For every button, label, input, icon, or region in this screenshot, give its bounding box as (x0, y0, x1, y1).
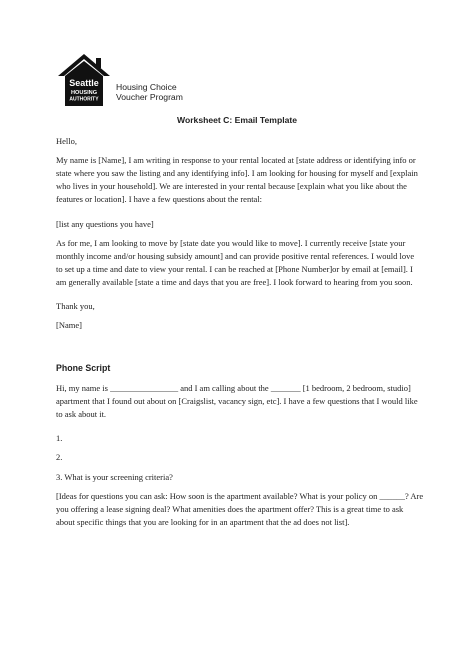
email-paragraph-2-line: to set up a time and date to view your rental. I can be reached at [Phone Number]or by email at [email]. I (56, 263, 413, 274)
email-paragraph-2-line: As for me, I am looking to move by [state date you would like to move]. I currently receive [state your (56, 238, 406, 248)
phone-script-line: apartment that I found out about on [Craigslist, vacancy sign, etc]. I have a few questions that I would like (56, 395, 418, 406)
email-signature: [Name] (56, 320, 82, 330)
phone-script-ideas-line: about specific things that you are looking for in an apartment that the ad does not list]. (56, 516, 350, 527)
email-paragraph-1-line: features or location]. I have a few questions about the rental: (56, 193, 263, 204)
phone-script-item-1: 1. (56, 433, 63, 443)
phone-script-heading: Phone Script (56, 363, 111, 373)
phone-script-ideas-line: you offering a lease signing deal? What amenities does the apartment offer? This is a great time to ask (56, 503, 404, 514)
program-name (116, 82, 183, 102)
email-paragraph-1-line: My name is [Name], I am writing in response to your rental located at [state address or identifying info or (56, 155, 416, 165)
logo-line-1: Seattle (69, 78, 99, 88)
worksheet-title: Worksheet C: Email Template (176, 115, 298, 125)
phone-script-item-2: 2. (56, 452, 63, 462)
seattle-housing-authority-logo (56, 52, 112, 108)
email-greeting: Hello, (56, 136, 78, 146)
phone-script-ideas (56, 490, 424, 529)
house-logo-icon (56, 52, 112, 108)
email-closing: Thank you, (56, 301, 95, 311)
email-paragraph-1 (56, 154, 424, 206)
email-paragraph-1-line: state where you saw the listing and any identifying info]. I am looking for housing for myself and [explain (56, 167, 418, 178)
logo-line-2: HOUSING (70, 90, 98, 96)
phone-script-paragraph (56, 382, 424, 421)
email-questions-placeholder: [list any questions you have] (56, 219, 154, 229)
logo-line-3: AUTHORITY (69, 96, 99, 103)
phone-script-line: to ask about it. (56, 408, 107, 419)
email-paragraph-1-line: who lives in your household]. We are interested in your rental because [explain what you like about the (56, 180, 407, 191)
email-paragraph-2-line: am generally available [state a time and days that you are free]. I look forward to hearing from you soon. (56, 276, 413, 287)
program-name-line-1: Housing Choice (116, 82, 177, 92)
email-paragraph-2 (56, 237, 424, 289)
program-name-line-2: Voucher Program (116, 92, 183, 102)
email-paragraph-2-line: monthly income and/or housing subsidy amount] and can provide positive rental references. I would love (56, 250, 415, 261)
phone-script-item-3: 3. What is your screening criteria? (56, 472, 173, 482)
phone-script-line: Hi, my name is ________________ and I am calling about the _______ [1 bedroom, 2 bedroom, studio] (56, 383, 411, 393)
phone-script-ideas-line: [Ideas for questions you can ask: How soon is the apartment available? What is your policy on ______? Are (56, 491, 424, 501)
